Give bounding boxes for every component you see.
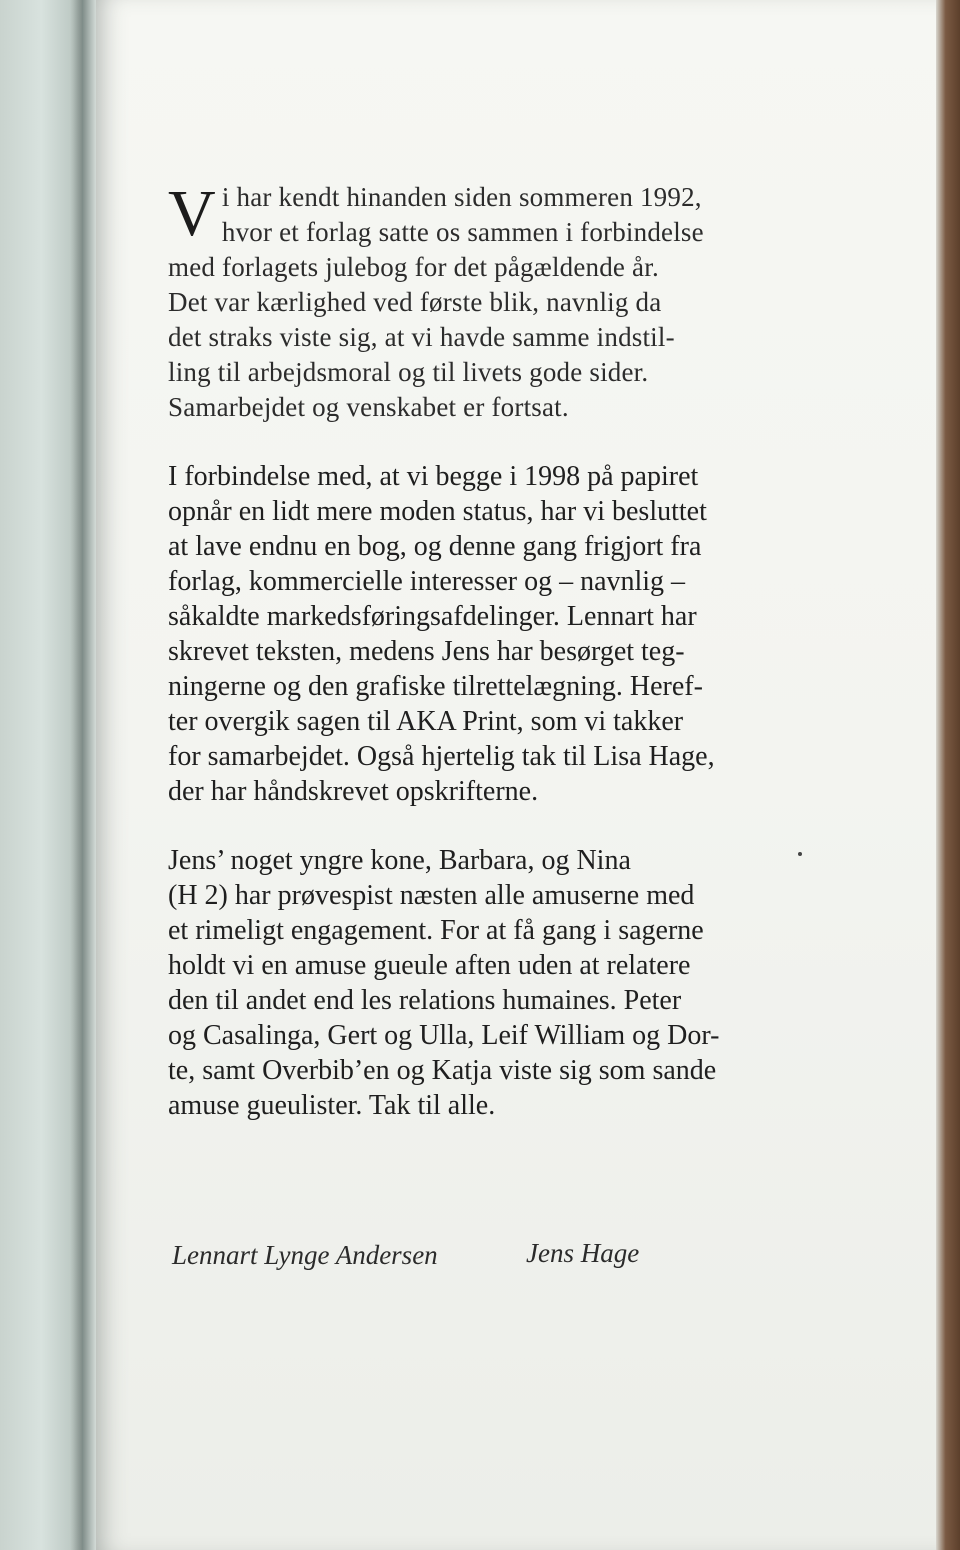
- table-edge: [936, 0, 960, 1550]
- paragraph-1: [168, 177, 804, 425]
- signature-jens: Jens Hage: [526, 1238, 640, 1268]
- paragraph-3: Jens’ noget yngre kone, Barbara, og Nina (H 2) har prøvespist næsten alle amuserne med et rimeligt engagement. For at få gang i sagerne holdt vi en amuse gueule aften uden at relatere den til andet end les relations humaines. Peter og Casalinga, Gert og Ulla, Leif William og Dor- te, samt Overbib’en og Katja viste sig som sande amuse gueulister. Tak til alle.: [168, 845, 720, 1121]
- left-page-shadow: [70, 0, 82, 1550]
- signature-lennart: Lennart Lynge Andersen: [172, 1240, 438, 1270]
- paragraph-2: I forbindelse med, at vi begge i 1998 på papiret opnår en lidt mere moden status, har vi besluttet at lave endnu en bog, og denne gang frigjort fra forlag, kommercielle interesser og – navnlig – såkaldte markedsføringsafdelinger. Lennart har skrevet teksten, medens Jens har besørget teg- ningerne og den grafiske tilrettelægning. Heref- ter overgik sagen til AKA Print, som vi takker for samarbejdet. Også hjertelig tak til Lisa Hage, der har håndskrevet opskrifterne.: [168, 461, 715, 807]
- paragraph-1-text: i har kendt hinanden siden sommeren 1992, hvor et forlag satte os sammen i forbindelse med forlagets julebog for det pågældende år. Det var kærlighed ved første blik, navnlig da det straks viste sig, at vi havde samme indstil- ling til arbejdsmoral og til livets gode sider. Samarbejdet og venskabet er fortsat.: [168, 182, 704, 422]
- ink-speck: [798, 852, 802, 856]
- foreword-text: [168, 177, 804, 1157]
- drop-cap: V: [168, 177, 216, 250]
- signatures: [172, 1240, 772, 1280]
